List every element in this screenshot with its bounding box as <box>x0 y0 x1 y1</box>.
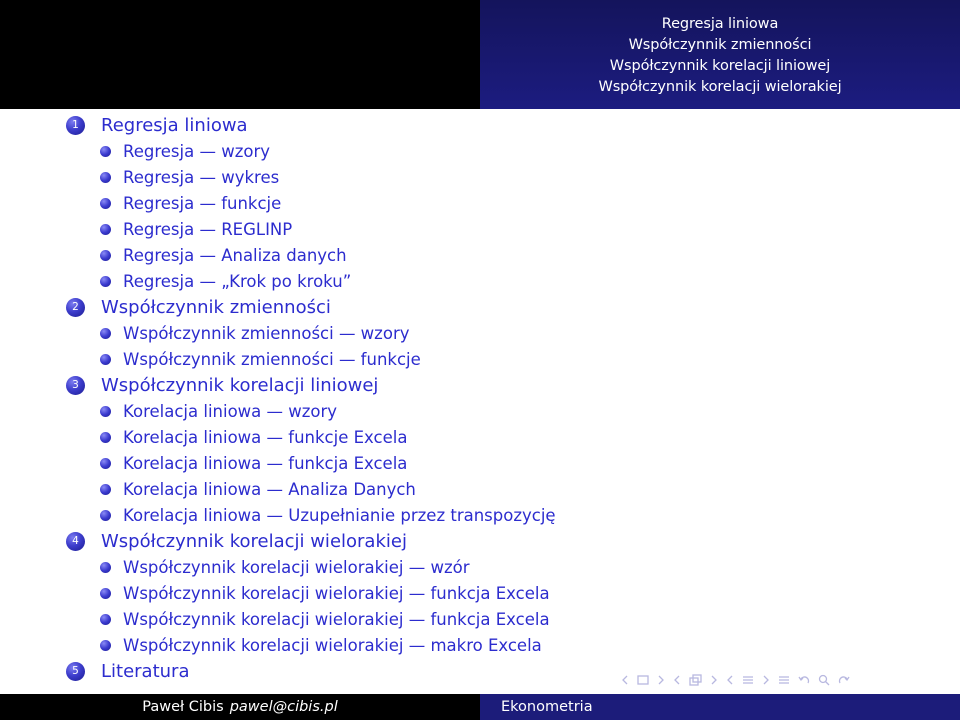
bullet-icon <box>100 198 111 209</box>
footer-author: Paweł Cibis <box>142 699 224 715</box>
bullet-icon <box>100 250 111 261</box>
section-label: Współczynnik zmienności <box>101 296 331 318</box>
section-number-badge: 4 <box>66 532 85 551</box>
nav-search-icon[interactable] <box>817 672 831 688</box>
toc-section-4[interactable] <box>66 528 407 554</box>
toc-subsection[interactable] <box>100 606 550 632</box>
nav-next-section-icon[interactable] <box>761 672 771 688</box>
nav-subsection-icon[interactable] <box>688 672 703 688</box>
bullet-icon <box>100 562 111 573</box>
nav-forward-icon[interactable] <box>837 672 851 688</box>
header-nav-item-korelacja-wielorakiej[interactable]: Współczynnik korelacji wielorakiej <box>598 79 842 95</box>
header-nav-item-regresja[interactable]: Regresja liniowa <box>661 16 779 32</box>
toc-subsection[interactable] <box>100 268 351 294</box>
toc-subsection[interactable] <box>100 502 556 528</box>
bullet-icon <box>100 614 111 625</box>
toc-subsection[interactable] <box>100 138 270 164</box>
subsection-label: Regresja — wzory <box>123 141 271 161</box>
subsection-label: Współczynnik korelacji wielorakiej — makro Excela <box>123 635 542 655</box>
slide-footer <box>0 694 960 720</box>
subsection-label: Współczynnik korelacji wielorakiej — funkcja Excela <box>123 583 550 603</box>
header-left-panel <box>0 0 480 109</box>
toc-section-1[interactable] <box>66 112 248 138</box>
subsection-label: Korelacja liniowa — Uzupełnianie przez transpozycję <box>123 505 556 525</box>
section-label: Współczynnik korelacji liniowej <box>101 374 379 396</box>
bullet-icon <box>100 432 111 443</box>
bullet-icon <box>100 484 111 495</box>
toc-subsection[interactable] <box>100 450 407 476</box>
nav-frame-icon[interactable] <box>636 672 650 688</box>
bullet-icon <box>100 328 111 339</box>
bullet-icon <box>100 354 111 365</box>
nav-section-icon[interactable] <box>741 672 755 688</box>
toc-subsection[interactable] <box>100 190 281 216</box>
toc-section-5[interactable] <box>66 658 190 684</box>
toc-subsection[interactable] <box>100 346 421 372</box>
subsection-label: Korelacja liniowa — wzory <box>123 401 338 421</box>
subsection-label: Regresja — „Krok po kroku” <box>123 271 352 291</box>
subsection-label: Korelacja liniowa — funkcja Excela <box>123 453 408 473</box>
toc-subsection[interactable] <box>100 398 337 424</box>
toc-subsection[interactable] <box>100 476 416 502</box>
toc-subsection[interactable] <box>100 554 469 580</box>
header-nav-item-korelacja-liniowa[interactable]: Współczynnik korelacji liniowej <box>609 58 831 74</box>
header-section-nav <box>480 0 960 109</box>
navigation-controls <box>620 669 857 691</box>
nav-prev-subsection-icon[interactable] <box>672 672 682 688</box>
nav-next-frame-icon[interactable] <box>656 672 666 688</box>
subsection-label: Współczynnik korelacji wielorakiej — funkcja Excela <box>123 609 550 629</box>
footer-title-box <box>480 694 960 720</box>
slide-header <box>0 0 960 109</box>
bullet-icon <box>100 224 111 235</box>
subsection-label: Korelacja liniowa — Analiza Danych <box>123 479 416 499</box>
subsection-label: Regresja — funkcje <box>123 193 282 213</box>
footer-title: Ekonometria <box>501 699 593 715</box>
footer-author-box <box>0 694 480 720</box>
bullet-icon <box>100 406 111 417</box>
subsection-label: Współczynnik korelacji wielorakiej — wzór <box>123 557 470 577</box>
footer-email: pawel@cibis.pl <box>229 699 338 715</box>
nav-next-subsection-icon[interactable] <box>709 672 719 688</box>
toc-section-2[interactable] <box>66 294 331 320</box>
nav-prev-frame-icon[interactable] <box>620 672 630 688</box>
subsection-label: Regresja — Analiza danych <box>123 245 347 265</box>
bullet-icon <box>100 276 111 287</box>
toc-subsection[interactable] <box>100 320 410 346</box>
section-label: Współczynnik korelacji wielorakiej <box>101 530 407 552</box>
toc-section-3[interactable] <box>66 372 378 398</box>
toc-subsection[interactable] <box>100 632 542 658</box>
toc-subsection[interactable] <box>100 580 550 606</box>
toc-subsection[interactable] <box>100 424 407 450</box>
bullet-icon <box>100 146 111 157</box>
subsection-label: Współczynnik zmienności — wzory <box>123 323 410 343</box>
subsection-label: Regresja — wykres <box>123 167 280 187</box>
section-number-badge: 5 <box>66 662 85 681</box>
toc-subsection[interactable] <box>100 216 292 242</box>
bullet-icon <box>100 640 111 651</box>
bullet-icon <box>100 172 111 183</box>
nav-prev-section-icon[interactable] <box>725 672 735 688</box>
toc-subsection[interactable] <box>100 164 279 190</box>
section-label: Literatura <box>101 660 190 682</box>
nav-back-icon[interactable] <box>797 672 811 688</box>
section-number-badge: 3 <box>66 376 85 395</box>
subsection-label: Regresja — REGLINP <box>123 219 293 239</box>
section-number-badge: 1 <box>66 116 85 135</box>
section-label: Regresja liniowa <box>101 114 248 136</box>
section-number-badge: 2 <box>66 298 85 317</box>
bullet-icon <box>100 588 111 599</box>
bullet-icon <box>100 510 111 521</box>
subsection-label: Współczynnik zmienności — funkcje <box>123 349 421 369</box>
nav-document-icon[interactable] <box>777 672 791 688</box>
subsection-label: Korelacja liniowa — funkcje Excela <box>123 427 408 447</box>
header-nav-item-zmiennosc[interactable]: Współczynnik zmienności <box>628 37 812 53</box>
toc-subsection[interactable] <box>100 242 347 268</box>
bullet-icon <box>100 458 111 469</box>
